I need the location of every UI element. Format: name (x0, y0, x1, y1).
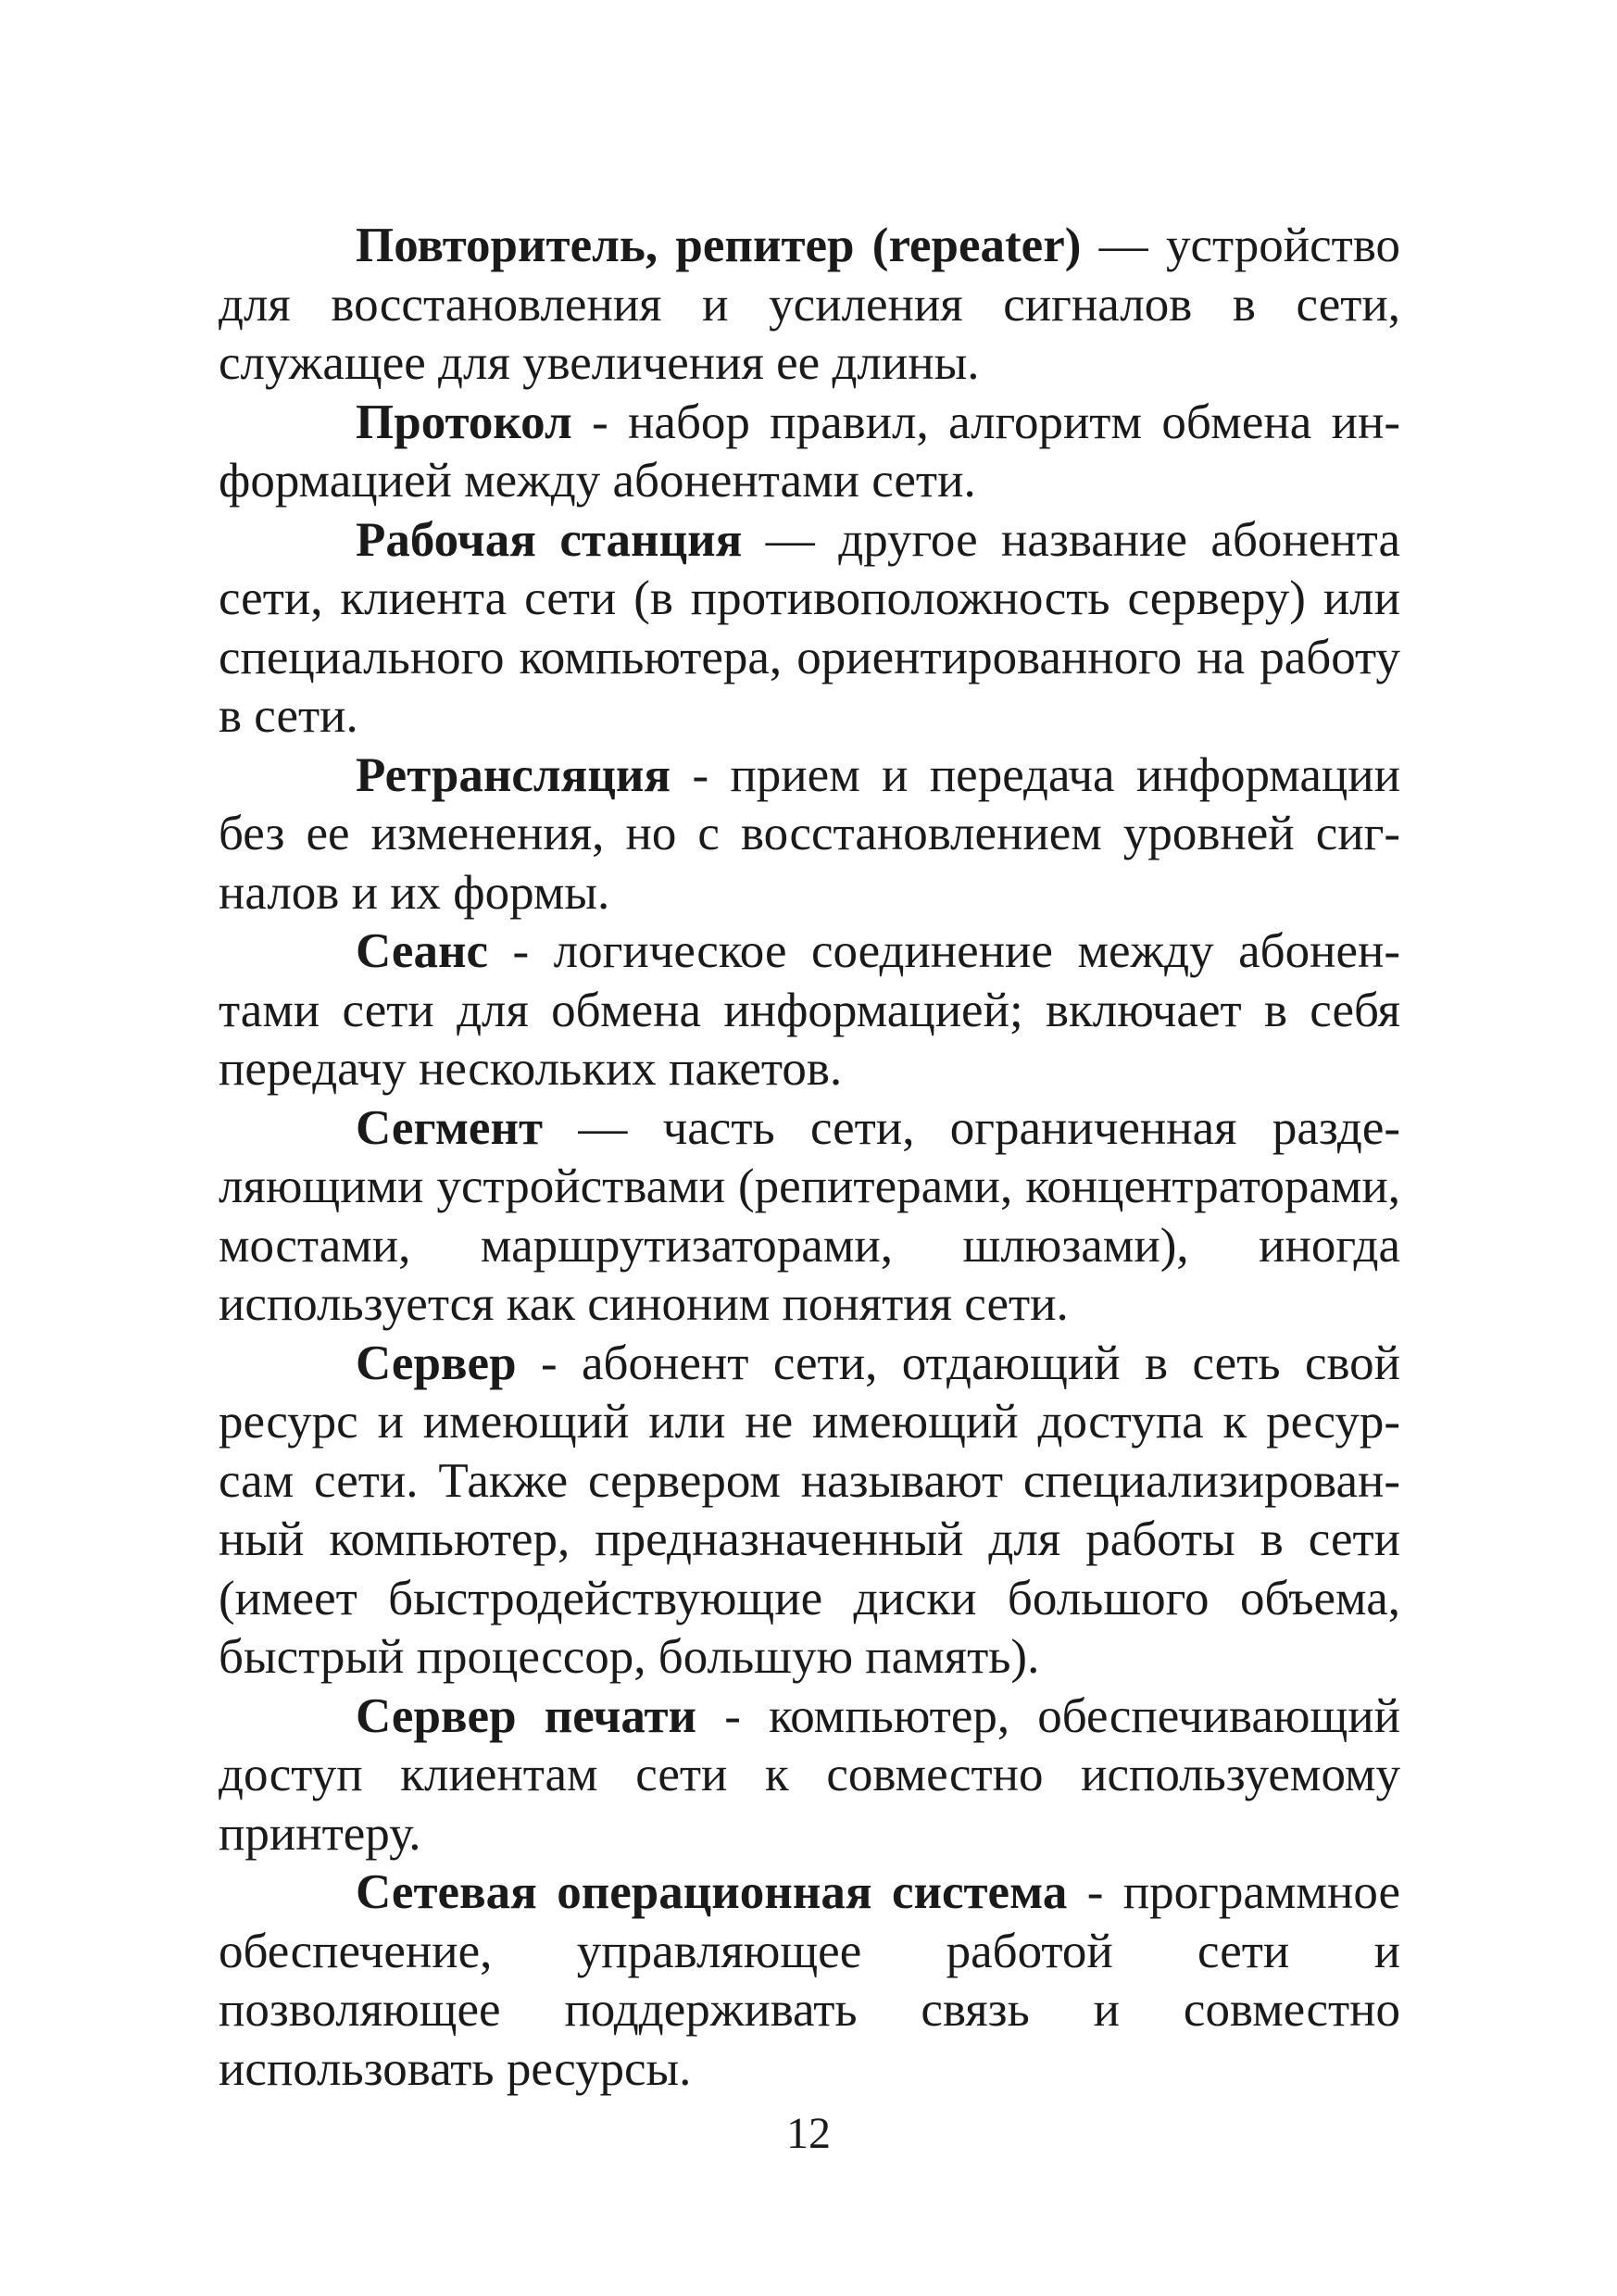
glossary-term: Сеанс (356, 924, 489, 978)
glossary-definition: — устройство для восстановления и усиления сигналов в сети, служащее для увеличения ее длины. (219, 219, 1400, 390)
glossary-entry-workstation (219, 511, 1400, 747)
glossary-definition: - абонент сети, отдающий в сеть свой ресурс и имеющий или не имеющий доступа к ресурсам сети. Также сервером называют специализированный компьютер, предназначенный для работы в сети (имеет быстродействующие диски большого объема, быстрый процессор, большую память). (219, 1336, 1400, 1684)
glossary-term: Сетевая операционная система (356, 1865, 1068, 1919)
glossary-entry-server (219, 1335, 1400, 1687)
glossary-definition: - набор правил, алгоритм обмена информацией между абонентами сети. (219, 395, 1400, 508)
glossary-term: Сервер печати (356, 1688, 697, 1743)
glossary-term: Повторитель, репитер (repeater) (356, 219, 1082, 272)
glossary-definition: - компьютер, обеспечивающий доступ клиентам сети к совместно используемому принтеру. (219, 1688, 1400, 1861)
glossary-term: Сервер (356, 1336, 517, 1390)
glossary-entry-segment (219, 1099, 1400, 1335)
glossary-entry-repeater (219, 217, 1400, 394)
page-number: 12 (786, 2109, 831, 2158)
glossary-entry-session (219, 922, 1400, 1099)
glossary-entry-relay (219, 747, 1400, 923)
glossary-definition: — часть сети, ограниченная разделяющими устройствами (репитерами, концентраторами, мостами, маршрутизаторами, шлюзами), иногда используется как синоним понятия сети. (219, 1100, 1400, 1331)
glossary-definition: — другое название абонента сети, клиента сети (в противоположность серверу) или специального компьютера, ориентированного на работу в сети. (219, 512, 1401, 743)
glossary-definition: - программное обеспечение, управляющее работой сети и позволяющее поддерживать связь и совместно использовать ресурсы. (219, 1865, 1400, 2096)
glossary-term: Сегмент (356, 1100, 544, 1155)
glossary-term: Протокол (356, 395, 572, 449)
glossary-term: Ретрансляция (356, 747, 671, 802)
glossary-entry-print-server (219, 1687, 1400, 1864)
glossary-entry-network-os (219, 1863, 1400, 2099)
glossary-term: Рабочая станция (356, 512, 743, 567)
glossary-page-body (219, 217, 1400, 2099)
glossary-entry-protocol (219, 394, 1400, 511)
glossary-definition: - прием и передача информации без ее изменения, но с восстановлением уровней сигналов и их формы. (219, 747, 1400, 920)
glossary-definition: - логическое соединение между абонентами сети для обмена информацией; включает в себя передачу нескольких пакетов. (219, 924, 1400, 1096)
